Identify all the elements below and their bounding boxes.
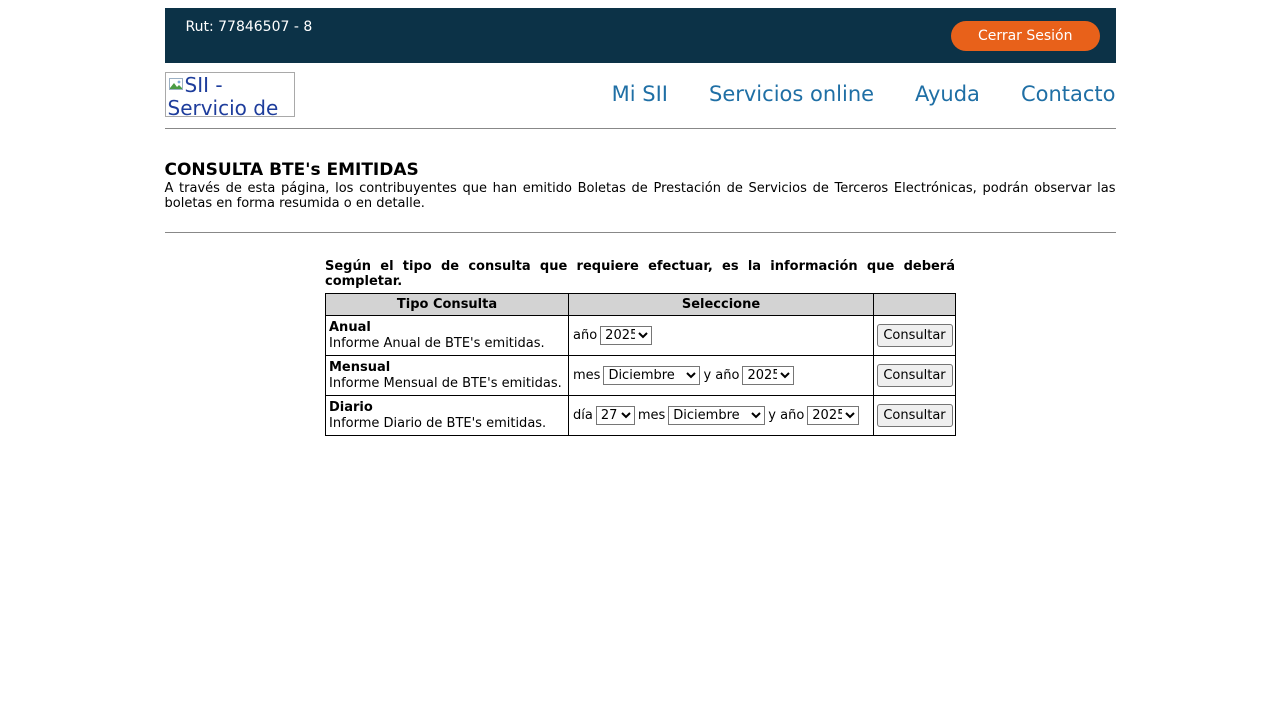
day-select[interactable] xyxy=(596,406,635,425)
logout-button[interactable]: Cerrar Sesión xyxy=(951,21,1100,51)
action-cell xyxy=(874,356,956,396)
nav-item-ayuda[interactable]: Ayuda xyxy=(915,82,980,106)
year-field-label: y año xyxy=(703,368,740,383)
consultar-button[interactable]: Consultar xyxy=(877,324,953,347)
month-select[interactable] xyxy=(603,366,700,385)
main-nav xyxy=(612,82,1116,106)
table-header-row xyxy=(326,294,956,316)
consulta-type-name: Diario xyxy=(329,399,373,415)
day-field-label: día xyxy=(573,408,593,423)
consulta-table-body xyxy=(326,316,956,436)
consulta-block xyxy=(325,259,955,436)
seleccione-cell xyxy=(569,316,874,356)
tipo-consulta-cell xyxy=(326,396,569,436)
col-header-seleccione: Seleccione xyxy=(569,294,874,316)
page-title: CONSULTA BTE's EMITIDAS xyxy=(164,160,419,180)
col-header-action xyxy=(874,294,956,316)
table-row xyxy=(326,316,956,356)
action-cell xyxy=(874,396,956,436)
consulta-type-name: Anual xyxy=(329,319,371,335)
table-row xyxy=(326,356,956,396)
session-bar xyxy=(165,8,1116,63)
nav-item-contacto[interactable]: Contacto xyxy=(1020,82,1116,106)
broken-image-icon xyxy=(168,76,184,92)
consulta-type-name: Mensual xyxy=(329,359,391,375)
consultar-button[interactable]: Consultar xyxy=(877,364,953,387)
consulta-type-description: Informe Diario de BTE's emitidas. xyxy=(329,415,547,431)
year-select[interactable] xyxy=(742,366,794,385)
month-field-label: mes xyxy=(573,368,601,383)
rut-label: Rut: 77846507 - 8 xyxy=(185,19,313,35)
year-field-label: y año xyxy=(768,408,805,423)
divider-middle xyxy=(165,232,1116,233)
month-field-label: mes xyxy=(637,408,666,423)
page xyxy=(165,8,1116,436)
action-cell xyxy=(874,316,956,356)
tipo-consulta-cell xyxy=(326,316,569,356)
seleccione-cell xyxy=(569,356,874,396)
seleccione-cell xyxy=(569,396,874,436)
consulta-table xyxy=(325,293,956,436)
col-header-tipo-consulta: Tipo Consulta xyxy=(326,294,569,316)
year-select[interactable] xyxy=(600,326,652,345)
tipo-consulta-cell xyxy=(326,356,569,396)
nav-item-servicios-online[interactable]: Servicios online xyxy=(709,82,875,106)
nav-item-mi-sii[interactable]: Mi SII xyxy=(611,82,668,106)
month-select[interactable] xyxy=(668,406,765,425)
logo-alt-text: SII - Servicio de xyxy=(167,72,279,117)
sii-logo-link[interactable] xyxy=(165,72,295,117)
nav-row xyxy=(165,70,1116,118)
page-description: A través de esta página, los contribuyentes que han emitido Boletas de Prestación de Servicios de Terceros Electrónicas, podrán observar las boletas en forma resumida o en detalle. xyxy=(164,181,1116,211)
year-select[interactable] xyxy=(807,406,859,425)
consulta-type-description: Informe Mensual de BTE's emitidas. xyxy=(329,375,562,391)
instruction-text: Según el tipo de consulta que requiere efectuar, es la información que deberá completar. xyxy=(325,259,955,289)
table-row xyxy=(326,396,956,436)
year-field-label: año xyxy=(573,328,598,343)
consultar-button[interactable]: Consultar xyxy=(877,404,953,427)
divider-top xyxy=(165,128,1116,129)
consulta-type-description: Informe Anual de BTE's emitidas. xyxy=(329,335,545,351)
